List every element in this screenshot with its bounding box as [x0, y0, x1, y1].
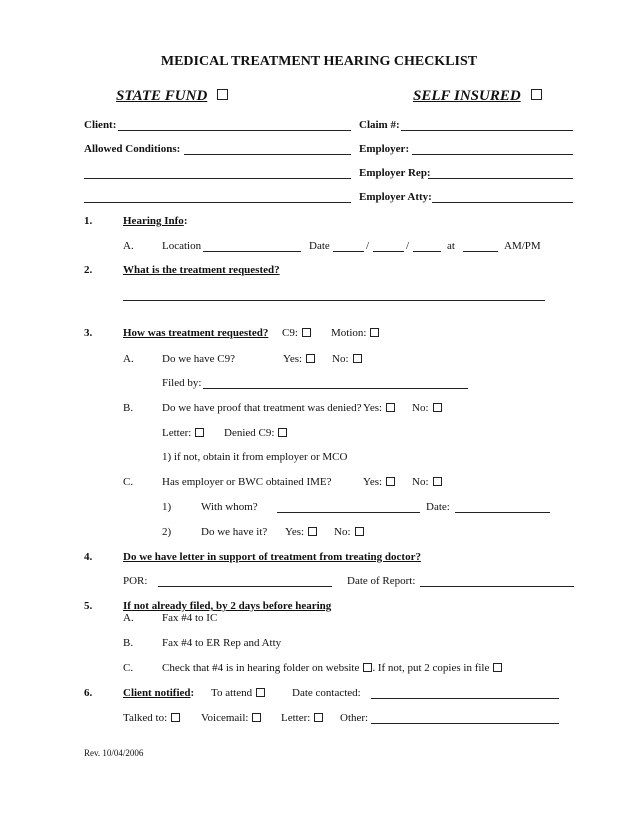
date-day-field[interactable]: [373, 251, 404, 252]
at-label: at: [447, 240, 455, 252]
location-label: Location: [162, 240, 202, 252]
section-5a-letter: A.: [123, 612, 134, 624]
employer-rep-label: Employer Rep:: [359, 167, 431, 179]
employer-label: Employer:: [359, 143, 410, 155]
date-month-field[interactable]: [333, 251, 364, 252]
date-contacted-label: Date contacted:: [292, 687, 361, 699]
motion-checkbox[interactable]: [370, 328, 379, 337]
ime-yes[interactable]: [363, 476, 395, 488]
sub-item-1-number: 1): [162, 501, 172, 513]
letter-sent-checkbox[interactable]: [314, 713, 323, 722]
yes-checkbox[interactable]: [386, 477, 395, 486]
revision-date: Rev. 10/04/2006: [84, 748, 144, 758]
proof-no[interactable]: [412, 402, 442, 414]
sub-item-2-number: 2): [162, 526, 172, 538]
motion-label: Motion:: [331, 327, 367, 339]
state-fund-option[interactable]: [116, 88, 228, 105]
employer-rep-field[interactable]: [428, 178, 573, 179]
no-label: No:: [412, 402, 429, 414]
letter-checkbox[interactable]: [195, 428, 204, 437]
section-1-heading-text: Hearing Info: [123, 215, 184, 227]
to-attend-checkbox[interactable]: [256, 688, 265, 697]
letter-label: Letter:: [162, 427, 192, 439]
yes-checkbox[interactable]: [308, 527, 317, 536]
allowed-conditions-label: Allowed Conditions:: [84, 143, 181, 155]
allowed-conditions-field-3[interactable]: [84, 202, 351, 203]
employer-atty-field[interactable]: [432, 202, 573, 203]
section-3a-letter: A.: [123, 353, 134, 365]
talked-to-checkbox[interactable]: [171, 713, 180, 722]
copies-checkbox[interactable]: [493, 663, 502, 672]
if-not-obtain-note: 1) if not, obtain it from employer or MCO: [162, 451, 348, 463]
letter-option[interactable]: [162, 427, 204, 439]
motion-option[interactable]: [331, 327, 379, 339]
page-title: MEDICAL TREATMENT HEARING CHECKLIST: [160, 54, 478, 69]
have-it-yes[interactable]: [285, 526, 317, 538]
fax-er-item: Fax #4 to ER Rep and Atty: [162, 637, 282, 649]
folder-checkbox[interactable]: [363, 663, 372, 672]
self-insured-option[interactable]: [413, 88, 542, 105]
check-folder-text: Check that #4 is in hearing folder on website: [162, 662, 360, 674]
filed-by-field[interactable]: [203, 388, 468, 389]
yes-label: Yes:: [363, 402, 383, 414]
no-checkbox[interactable]: [355, 527, 364, 536]
voicemail-option[interactable]: [201, 712, 261, 724]
section-6-heading-colon: :: [190, 687, 195, 699]
yes-label: Yes:: [285, 526, 305, 538]
allowed-conditions-field-2[interactable]: [84, 178, 351, 179]
por-label: POR:: [123, 575, 148, 587]
ampm-label: AM/PM: [504, 240, 541, 252]
section-6-heading: [123, 687, 194, 699]
no-label: No:: [334, 526, 351, 538]
section-3-heading: How was treatment requested?: [123, 327, 269, 339]
talked-to-option[interactable]: [123, 712, 180, 724]
letter-sent-label: Letter:: [281, 712, 311, 724]
section-5c-letter: C.: [123, 662, 134, 674]
date-slash-1: /: [366, 240, 370, 252]
have-c9-yes[interactable]: [283, 353, 315, 365]
yes-checkbox[interactable]: [386, 403, 395, 412]
section-4-heading: Do we have letter in support of treatment from treating doctor?: [123, 551, 421, 563]
section-5-number: 5.: [84, 600, 93, 612]
yes-label: Yes:: [363, 476, 383, 488]
ime-date-field[interactable]: [455, 512, 550, 513]
proof-yes[interactable]: [363, 402, 395, 414]
employer-field[interactable]: [412, 154, 573, 155]
yes-label: Yes:: [283, 353, 303, 365]
denied-c9-option[interactable]: [224, 427, 287, 439]
state-fund-label: STATE FUND: [116, 88, 208, 104]
c9-label: C9:: [282, 327, 298, 339]
talked-to-label: Talked to:: [123, 712, 168, 724]
section-4-number: 4.: [84, 551, 93, 563]
no-label: No:: [332, 353, 349, 365]
time-field[interactable]: [463, 251, 498, 252]
if-not-put-text: . If not, put 2 copies in file: [372, 662, 490, 674]
other-field[interactable]: [371, 723, 559, 724]
no-checkbox[interactable]: [433, 403, 442, 412]
self-insured-checkbox[interactable]: [531, 89, 542, 100]
section-3-number: 3.: [84, 327, 93, 339]
no-checkbox[interactable]: [353, 354, 362, 363]
ime-date-label: Date:: [426, 501, 450, 513]
with-whom-field[interactable]: [277, 512, 420, 513]
state-fund-checkbox[interactable]: [217, 89, 228, 100]
have-c9-no[interactable]: [332, 353, 362, 365]
other-label: Other:: [340, 712, 369, 724]
filed-by-label: Filed by:: [162, 377, 202, 389]
location-field[interactable]: [203, 251, 301, 252]
section-1-number: 1.: [84, 215, 93, 227]
voicemail-checkbox[interactable]: [252, 713, 261, 722]
denied-c9-label: Denied C9:: [224, 427, 275, 439]
letter-sent-option[interactable]: [281, 712, 323, 724]
yes-checkbox[interactable]: [306, 354, 315, 363]
client-field[interactable]: [118, 130, 351, 131]
voicemail-label: Voicemail:: [201, 712, 249, 724]
no-label: No:: [412, 476, 429, 488]
c9-option[interactable]: [282, 327, 311, 339]
have-c9-question: Do we have C9?: [162, 353, 236, 365]
section-1-heading: [123, 215, 187, 227]
ime-no[interactable]: [412, 476, 442, 488]
section-2-heading: What is the treatment requested?: [123, 264, 280, 276]
section-5b-letter: B.: [123, 637, 134, 649]
section-2-number: 2.: [84, 264, 93, 276]
section-6-heading-text: Client notified: [123, 687, 191, 699]
date-slash-2: /: [406, 240, 410, 252]
date-label: Date: [309, 240, 330, 252]
self-insured-label: SELF INSURED: [413, 88, 521, 104]
claim-field[interactable]: [401, 130, 573, 131]
client-label: Client:: [84, 119, 117, 131]
section-3b-letter: B.: [123, 402, 134, 414]
section-1a-letter: A.: [123, 240, 134, 252]
to-attend-label: To attend: [211, 687, 253, 699]
date-of-report-label: Date of Report:: [347, 575, 416, 587]
ime-question: Has employer or BWC obtained IME?: [162, 476, 332, 488]
date-contacted-field[interactable]: [371, 698, 559, 699]
section-3c-letter: C.: [123, 476, 134, 488]
date-year-field[interactable]: [413, 251, 441, 252]
allowed-conditions-field[interactable]: [184, 154, 351, 155]
claim-label: Claim #:: [359, 119, 400, 131]
denied-c9-checkbox[interactable]: [278, 428, 287, 437]
to-attend-option[interactable]: [211, 687, 265, 699]
with-whom-label: With whom?: [201, 501, 258, 513]
section-6-number: 6.: [84, 687, 93, 699]
treatment-requested-field[interactable]: [123, 300, 545, 301]
section-5-heading: If not already filed, by 2 days before hearing: [123, 600, 332, 612]
date-of-report-field[interactable]: [420, 586, 574, 587]
c9-checkbox[interactable]: [302, 328, 311, 337]
proof-question: Do we have proof that treatment was denied?: [162, 402, 362, 414]
check-folder-item: [162, 662, 502, 674]
have-it-no[interactable]: [334, 526, 364, 538]
no-checkbox[interactable]: [433, 477, 442, 486]
have-it-question: Do we have it?: [201, 526, 268, 538]
por-field[interactable]: [158, 586, 332, 587]
fax-ic-item: Fax #4 to IC: [162, 612, 218, 624]
employer-atty-label: Employer Atty:: [359, 191, 432, 203]
section-1-heading-colon: :: [183, 215, 188, 227]
